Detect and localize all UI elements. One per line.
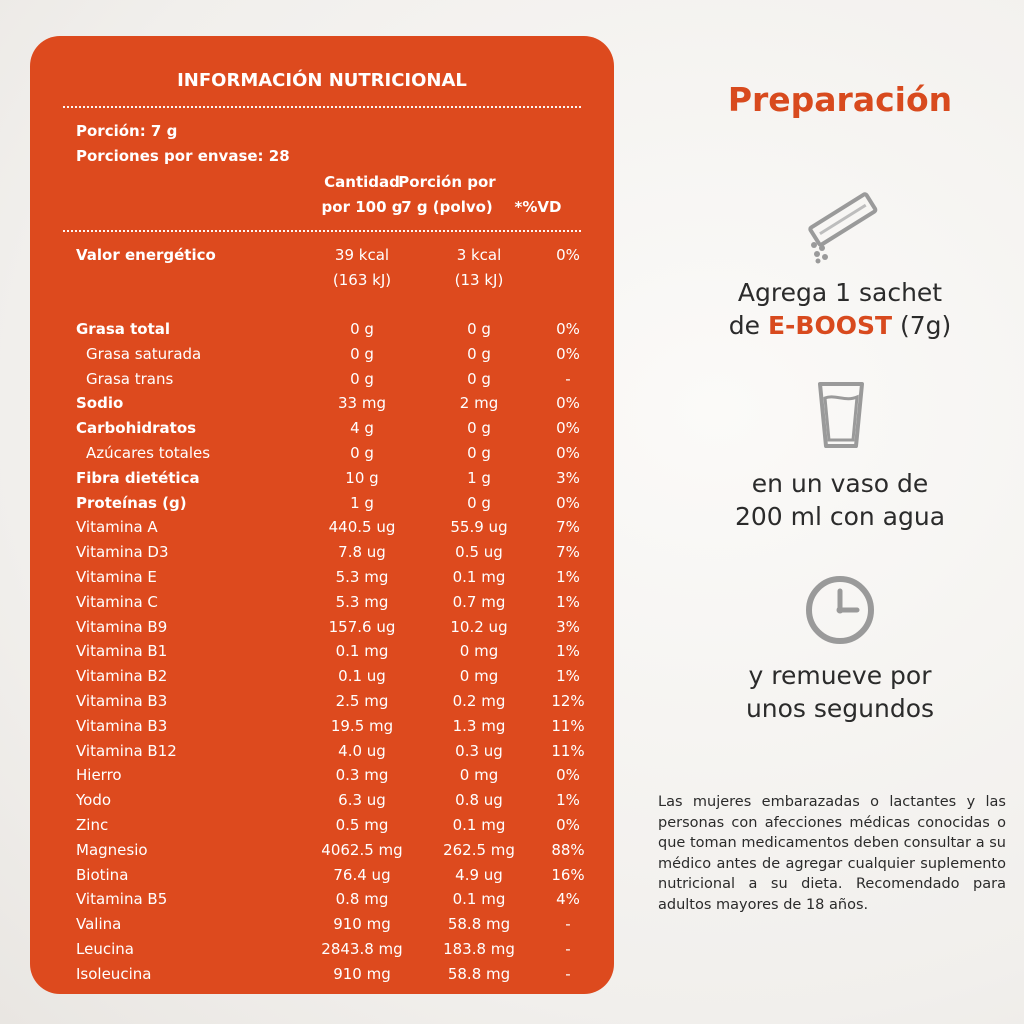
divider (63, 230, 581, 232)
nutrient-row (76, 863, 596, 888)
energy-kj-per-serving: (13 kJ) (454, 271, 504, 289)
nutrient-row (76, 664, 596, 689)
nutrient-dv: 0% (556, 320, 580, 338)
nutrient-per100: 10 g (345, 468, 379, 487)
nutrient-row (76, 739, 596, 764)
nutrient-dv: 0% (556, 493, 580, 512)
divider (63, 106, 581, 108)
nutrient-per-serving: 0 g (467, 419, 491, 438)
nutrient-dv: 11% (551, 716, 585, 735)
clock-icon (804, 574, 876, 646)
nutrient-row-energy (76, 243, 596, 293)
nutrient-name: Biotina (76, 865, 129, 884)
step-2-line2: 200 ml con agua (734, 502, 946, 531)
nutrient-row (76, 615, 596, 640)
nutrient-row (76, 763, 596, 788)
nutrient-name: Vitamina B1 (76, 642, 168, 661)
nutrient-name: Azúcares totales (86, 444, 211, 462)
nutrient-per-serving: 58.8 mg (447, 964, 511, 983)
step-3-line1: y remueve por (748, 661, 932, 690)
nutrient-per-serving: 0.7 mg (452, 592, 506, 611)
nutrient-per100: 2.5 mg (335, 692, 389, 710)
nutrient-dv: 0% (556, 344, 580, 363)
nutrient-row (76, 515, 596, 540)
nutrient-name: Vitamina C (76, 592, 158, 611)
sachet-icon (800, 190, 884, 266)
nutrient-dv: 7% (556, 518, 580, 537)
step-3-line2: unos segundos (745, 694, 935, 723)
nutrient-dv: 0% (556, 766, 580, 785)
nutrition-title: INFORMACIÓN NUTRICIONAL (177, 70, 467, 91)
nutrient-dv: 3% (556, 617, 580, 636)
nutrient-per-serving: 0.5 ug (455, 543, 503, 562)
nutrient-name: Yodo (76, 791, 112, 810)
nutrient-per-serving: 0 g (467, 444, 491, 462)
nutrient-per100: 0.5 mg (335, 816, 389, 834)
nutrient-dv: 0% (556, 816, 580, 834)
nutrient-per100: 0.1 mg (335, 642, 389, 661)
nutrient-per-serving: 0 mg (459, 642, 499, 661)
nutrient-row (76, 639, 596, 664)
nutrient-name: Proteínas (g) (76, 493, 187, 512)
nutrient-row (76, 317, 596, 342)
nutrient-per100: 0 g (350, 444, 374, 462)
step-2-text (680, 467, 1000, 533)
nutrient-row (76, 416, 596, 441)
nutrient-name: Zinc (76, 816, 109, 834)
nutrient-dv: 0% (556, 419, 580, 438)
nutrient-per100: 4 g (350, 419, 374, 438)
nutrient-per-serving: 262.5 mg (443, 840, 515, 859)
nutrient-name: Vitamina B3 (76, 716, 168, 735)
nutrient-per-serving: 0.3 ug (455, 741, 503, 760)
nutrient-name: Vitamina D3 (76, 543, 169, 562)
nutrient-per100: 76.4 ug (333, 865, 391, 884)
nutrient-name: Valina (76, 915, 122, 934)
column-header-per-serving-line1: Porción por (398, 173, 496, 191)
column-header-per100-line1: Cantidad (324, 173, 400, 191)
nutrient-per-serving: 0 g (467, 369, 491, 388)
nutrient-dv: 16% (551, 865, 585, 884)
nutrient-per100: 0.1 ug (338, 667, 386, 686)
step-1-line1: Agrega 1 sachet (737, 278, 943, 307)
nutrient-per-serving: 1.3 mg (452, 716, 506, 735)
nutrient-per100: 0 g (350, 369, 374, 388)
step-3-text (680, 659, 1000, 725)
nutrient-row (76, 565, 596, 590)
nutrient-dv: 0% (556, 394, 580, 413)
nutrient-name: Grasa trans (86, 369, 174, 388)
nutrient-dv: 1% (556, 667, 580, 686)
nutrient-row (76, 937, 596, 962)
nutrient-per100: 440.5 ug (328, 518, 396, 537)
nutrient-dv: 12% (551, 692, 585, 710)
step-1-line2 (680, 309, 1000, 342)
nutrient-row (76, 441, 596, 466)
nutrient-row (76, 590, 596, 615)
nutrient-per100 (300, 243, 424, 293)
energy-kcal-per-serving: 3 kcal (456, 246, 502, 264)
nutrient-dv: 0% (556, 444, 580, 462)
nutrient-row (76, 540, 596, 565)
serving-size: Porción: 7 g (76, 122, 178, 140)
step-1-suffix: (7g) (892, 311, 952, 340)
nutrient-per100: 5.3 mg (335, 568, 389, 586)
nutrient-per100: 910 mg (333, 964, 391, 983)
nutrient-per100: 33 mg (338, 394, 386, 413)
step-2-line1: en un vaso de (751, 469, 929, 498)
nutrient-per100: 19.5 mg (330, 716, 394, 735)
nutrient-name: Vitamina A (76, 518, 158, 537)
column-header-dv: *%VD (514, 198, 562, 216)
nutrient-row (76, 887, 596, 912)
energy-kj-per100: (163 kJ) (332, 271, 392, 289)
nutrient-row (76, 391, 596, 416)
nutrient-per100: 6.3 ug (338, 791, 386, 810)
nutrient-name: Isoleucina (76, 964, 152, 983)
nutrient-per-serving: 58.8 mg (447, 915, 511, 934)
nutrient-per100: 5.3 mg (335, 592, 389, 611)
nutrient-name: Carbohidratos (76, 419, 197, 438)
nutrient-row (76, 912, 596, 937)
nutrient-per100: 2843.8 mg (321, 940, 403, 958)
nutrient-name: Leucina (76, 940, 134, 958)
nutrient-row (76, 714, 596, 739)
servings-per-container: Porciones por envase: 28 (76, 147, 290, 165)
nutrient-name: Sodio (76, 394, 124, 413)
nutrition-facts-panel (30, 36, 614, 994)
nutrient-per-serving: 0.1 mg (452, 568, 506, 586)
nutrient-row (76, 491, 596, 516)
nutrient-row (76, 367, 596, 392)
column-header-per100-line2: por 100 g (321, 198, 403, 216)
nutrient-per-serving: 183.8 mg (443, 940, 515, 958)
nutrient-per-serving: 10.2 ug (450, 617, 508, 636)
nutrient-per100: 7.8 ug (338, 543, 386, 562)
nutrient-per-serving (417, 243, 541, 293)
nutrient-per100: 4062.5 mg (321, 840, 403, 859)
nutrient-per100: 4.0 ug (338, 741, 386, 760)
nutrient-dv: 1% (556, 568, 580, 586)
nutrient-per-serving: 0.2 mg (452, 692, 506, 710)
nutrient-per-serving: 0.8 ug (455, 791, 503, 810)
nutrient-per-serving: 0.1 mg (452, 816, 506, 834)
nutrient-per-serving: 0 mg (459, 667, 499, 686)
nutrient-name: Vitamina E (76, 568, 157, 586)
nutrient-name: Vitamina B5 (76, 890, 168, 909)
nutrient-dv: - (565, 915, 571, 934)
nutrient-row (76, 689, 596, 714)
column-header-per-serving-line2: 7 g (polvo) (401, 198, 493, 216)
column-header-per-serving (385, 170, 509, 220)
nutrient-dv: - (565, 940, 571, 958)
nutrient-name: Hierro (76, 766, 122, 785)
nutrient-name: Vitamina B3 (76, 692, 168, 710)
nutrient-per-serving: 1 g (467, 468, 491, 487)
nutrient-dv: 4% (556, 890, 580, 909)
nutrient-per100: 0 g (350, 344, 374, 363)
nutrient-dv: 3% (556, 468, 580, 487)
nutrient-per-serving: 0 g (467, 320, 491, 338)
nutrient-dv: 1% (556, 791, 580, 810)
nutrient-per-serving: 55.9 ug (450, 518, 508, 537)
nutrient-per100: 157.6 ug (328, 617, 396, 636)
nutrient-name: Vitamina B9 (76, 617, 168, 636)
nutrient-row (76, 342, 596, 367)
nutrient-name: Vitamina B2 (76, 667, 168, 686)
nutrient-row (76, 838, 596, 863)
nutrient-per100: 0 g (350, 320, 374, 338)
energy-kcal-per100: 39 kcal (334, 246, 390, 264)
nutrient-per-serving: 0 g (467, 344, 491, 363)
nutrient-name: Magnesio (76, 840, 148, 859)
nutrient-row (76, 466, 596, 491)
nutrient-name: Vitamina B12 (76, 741, 177, 760)
nutrient-name: Grasa total (76, 320, 171, 338)
disclaimer-text: Las mujeres embarazadas o lactantes y las personas con afecciones médicas conocidas o que toman medicamentos deben consultar a su médico antes de agregar cualquier suplemento nutricional a su dieta. Recomendado para adultos mayores de 18 años. (658, 794, 1006, 913)
nutrient-per-serving: 0 mg (459, 766, 499, 785)
glass-icon (816, 380, 866, 450)
nutrient-dv: 88% (551, 840, 585, 859)
nutrient-name: Grasa saturada (86, 344, 202, 363)
nutrient-dv: 11% (551, 741, 585, 760)
nutrient-dv: - (565, 369, 571, 388)
step-1-prefix: de (728, 311, 768, 340)
nutrient-row (76, 788, 596, 813)
nutrient-per-serving: 0 g (467, 493, 491, 512)
nutrient-dv: 1% (556, 642, 580, 661)
brand-name: E-BOOST (767, 311, 893, 340)
nutrient-per-serving: 2 mg (459, 394, 499, 413)
nutrient-name: Fibra dietética (76, 468, 200, 487)
nutrient-row (76, 962, 596, 987)
nutrient-dv: 0% (556, 246, 580, 264)
nutrient-per100: 0.8 mg (335, 890, 389, 909)
nutrient-per-serving: 0.1 mg (452, 890, 506, 909)
nutrient-dv: - (565, 964, 571, 983)
nutrient-per100: 910 mg (333, 915, 391, 934)
step-1-text (680, 276, 1000, 342)
nutrient-row (76, 813, 596, 838)
nutrient-dv: 7% (556, 543, 580, 562)
nutrient-per-serving: 4.9 ug (455, 865, 503, 884)
nutrient-name: Valor energético (76, 246, 216, 264)
nutrient-per100: 1 g (350, 493, 374, 512)
preparation-title: Preparación (727, 80, 953, 119)
nutrient-per100: 0.3 mg (335, 766, 389, 785)
nutrient-dv: 1% (556, 592, 580, 611)
